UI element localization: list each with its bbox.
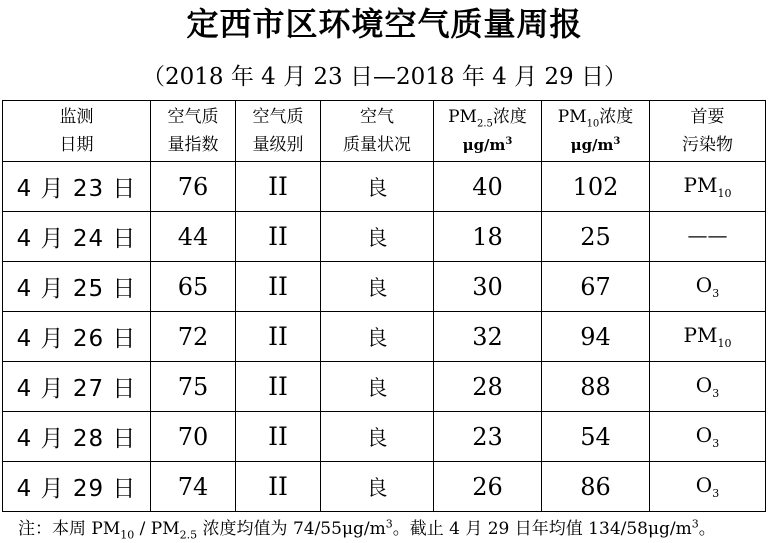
date-cell: 4 月 26 日: [3, 312, 151, 362]
header-pollutant: [650, 101, 766, 162]
header-level-line2: 量级别: [252, 135, 304, 155]
table-row: [3, 462, 766, 512]
header-pm10-unit-sup: 3: [613, 136, 621, 147]
pollutant-base: ——: [687, 223, 728, 247]
header-level-line1: 空气质: [252, 107, 304, 127]
date-cell: 4 月 25 日: [3, 262, 151, 312]
header-aqi-line2: 量指数: [167, 135, 219, 155]
header-aqi-line1: 空气质: [167, 107, 219, 127]
date-cell: 4 月 23 日: [3, 162, 151, 212]
report-title: 定西市区环境空气质量周报: [186, 5, 583, 43]
status-cell: 良: [321, 412, 434, 462]
aqi-cell: 72: [151, 312, 236, 362]
pollutant-sub: 3: [712, 387, 720, 400]
level-cell: II: [236, 312, 321, 362]
pollutant-base: O: [695, 423, 713, 447]
footnote-sup1: 3: [385, 517, 393, 531]
aqi-cell: 75: [151, 362, 236, 412]
date-cell: 4 月 29 日: [3, 462, 151, 512]
header-pm25-unit-sup: 3: [505, 136, 513, 147]
table-row: [3, 362, 766, 412]
air-quality-table: [2, 100, 766, 512]
level-cell: II: [236, 162, 321, 212]
pm10-cell: 102: [542, 162, 650, 212]
status-cell: 良: [321, 362, 434, 412]
footnote-part4: 。截止 4 月 29 日年均值 134/58μg/m: [392, 519, 692, 539]
header-date-line1: 监测: [59, 107, 94, 127]
table-row: [3, 412, 766, 462]
pollutant-cell: [650, 412, 766, 462]
pollutant-base: O: [695, 473, 713, 497]
pollutant-cell: [650, 262, 766, 312]
table-row: [3, 312, 766, 362]
report-date-range: （2018 年 4 月 23 日—2018 年 4 月 29 日）: [142, 64, 627, 90]
pm25-cell: 18: [434, 212, 542, 262]
level-cell: II: [236, 262, 321, 312]
aqi-cell: 74: [151, 462, 236, 512]
header-level: [236, 101, 321, 162]
header-aqi: [151, 101, 236, 162]
table-header-row: [3, 101, 766, 162]
aqi-cell: 70: [151, 412, 236, 462]
pm25-cell: 40: [434, 162, 542, 212]
header-status-line2: 质量状况: [343, 135, 411, 155]
footnote-part3: 浓度均值为 74/55μg/m: [197, 519, 386, 539]
level-cell: II: [236, 212, 321, 262]
header-pm10-unit-base: μg/m: [570, 136, 614, 154]
pollutant-sub: 10: [717, 187, 732, 200]
pm25-cell: 32: [434, 312, 542, 362]
footnote-sub1: 10: [120, 528, 135, 542]
pm10-cell: 67: [542, 262, 650, 312]
status-cell: 良: [321, 262, 434, 312]
header-pm25-prefix: PM: [448, 107, 477, 127]
footnote-part5: 。: [698, 519, 716, 539]
header-pm10-unit: [571, 136, 621, 154]
footnote-part2: / PM: [134, 519, 180, 539]
pollutant-cell: [650, 162, 766, 212]
date-cell: 4 月 28 日: [3, 412, 151, 462]
header-pollutant-line1: 首要: [690, 107, 725, 127]
aqi-cell: 65: [151, 262, 236, 312]
header-date: [3, 101, 151, 162]
header-pm10-suffix: 浓度: [599, 107, 634, 127]
pollutant-base: O: [695, 373, 713, 397]
level-cell: II: [236, 412, 321, 462]
pm10-cell: 86: [542, 462, 650, 512]
header-pm10-sub: 10: [586, 118, 600, 130]
pm10-cell: 88: [542, 362, 650, 412]
pm25-cell: 30: [434, 262, 542, 312]
status-cell: 良: [321, 462, 434, 512]
table-row: [3, 212, 766, 262]
footnote-part1: 注：本周 PM: [18, 519, 121, 539]
header-pm25-suffix: 浓度: [492, 107, 527, 127]
pollutant-base: PM: [683, 323, 718, 347]
header-status-line1: 空气: [360, 107, 394, 127]
table-row: [3, 262, 766, 312]
header-pm10-prefix: PM: [557, 107, 587, 127]
pollutant-sub: 10: [717, 337, 732, 350]
status-cell: 良: [321, 312, 434, 362]
header-pm25: [434, 101, 542, 162]
pollutant-cell: [650, 462, 766, 512]
pollutant-base: O: [695, 273, 713, 297]
level-cell: II: [236, 462, 321, 512]
aqi-cell: 44: [151, 212, 236, 262]
pollutant-sub: 3: [712, 487, 720, 500]
header-pm25-unit: [463, 136, 513, 154]
pm25-cell: 28: [434, 362, 542, 412]
pollutant-cell: [650, 362, 766, 412]
pm10-cell: 54: [542, 412, 650, 462]
header-pm25-sub: 2.5: [476, 118, 493, 130]
pm25-cell: 23: [434, 412, 542, 462]
date-cell: 4 月 27 日: [3, 362, 151, 412]
footnote-sub2: 2.5: [179, 528, 198, 542]
pollutant-sub: 3: [712, 437, 720, 450]
aqi-cell: 76: [151, 162, 236, 212]
footnote: [18, 517, 769, 541]
header-pm25-unit-base: μg/m: [462, 136, 506, 154]
date-cell: 4 月 24 日: [3, 212, 151, 262]
pollutant-sub: 3: [712, 287, 720, 300]
pm10-cell: 25: [542, 212, 650, 262]
pollutant-base: PM: [683, 173, 718, 197]
table-row: [3, 162, 766, 212]
level-cell: II: [236, 362, 321, 412]
footnote-sup2: 3: [691, 517, 699, 531]
header-status: [321, 101, 434, 162]
pollutant-cell: [650, 312, 766, 362]
pm10-cell: 94: [542, 312, 650, 362]
status-cell: 良: [321, 162, 434, 212]
pm25-cell: 26: [434, 462, 542, 512]
status-cell: 良: [321, 212, 434, 262]
header-pollutant-line2: 污染物: [682, 135, 733, 155]
header-date-line2: 日期: [59, 135, 94, 155]
header-pm10: [542, 101, 650, 162]
pollutant-cell: [650, 212, 766, 262]
